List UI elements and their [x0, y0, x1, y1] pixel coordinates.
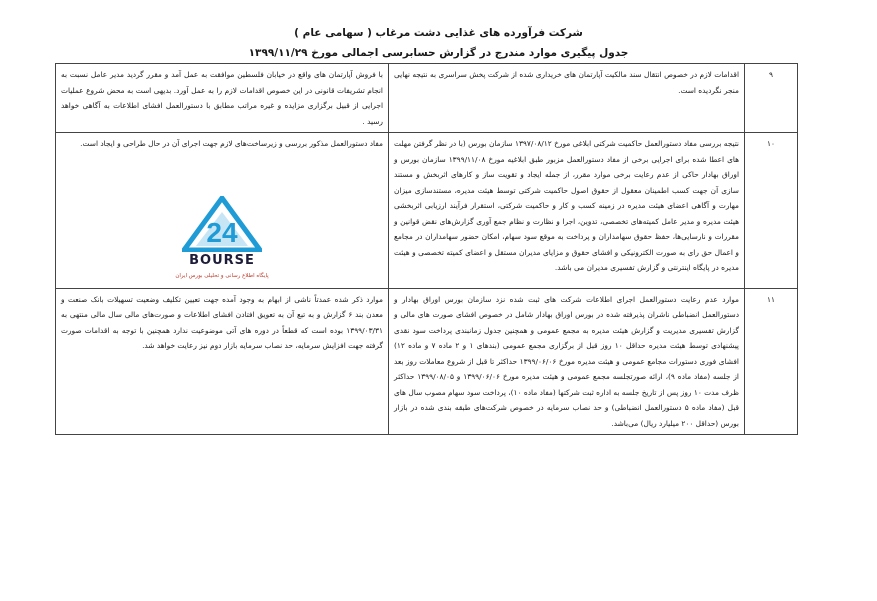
- table-row: [56, 133, 798, 289]
- bourse-triangle-icon: [182, 196, 262, 252]
- logo-brand: BOURSE: [189, 252, 255, 268]
- row-description: نتیجه بررسی مفاد دستورالعمل حاکمیت شرکتی ابلاغی مورخ ۱۳۹۷/۰۸/۱۲ سازمان بورس (با در نظر گرفتن مهلت های اعطا شده برای اجرایی برخی از مفاد دستورالعمل مزبور طبق ابلاغیه مورخ ۱۳۹۹/۱۱/۰۸ سازمان بورس و اوراق بهادار حاکی از عدم رعایت برخی موارد مقرر، از جمله ایجاد و تقویت ساز و کارهای اثربخش و مستند سازی آن جهت کسب اطمینان معقول از حقوق اصول حاکمیت شرکتی توسط هیئت مدیره، مستندسازی میزان مهارت و آگاهی اعضای هیئت مدیره در زمینه کسب و کار و حاکمیت شرکتی، استقرار فرآیند ارزیابی اثربخشی هیئت مدیره و مدیر عامل کمیته‌های تخصصی، تدوین، اجرا و نظارت و نظام جمع آوری گزارش‌های نقض قوانین و مقررات و نارسایی‌ها، حفظ حقوق سهامداران و پرداخت به موقع سود سهام، امکان حضور سهامداران در مجامع و اعمال حق رای به صورت الکترونیکی و افشای حقوق و مزایای مدیران مستقل و اعضای کمیته تخصصی و هیئت مدیره در پایگاه اینترنتی و گزارش تفسیری مدیران می باشد.: [389, 133, 745, 289]
- row-notes: با فروش آپارتمان های واقع در خیابان فلسطین موافقت به عمل آمد و مقرر گردید مدیر عامل نسبت به انجام تشریفات قانونی در این خصوص اقدامات لازم را به عمل آورد. بدیهی است به محض شروع عملیات اجرایی از قبیل برگزاری مزایده و غیره مراتب مطابق با دستورالعمل افشای اطلاعات به آگاهی خواهد رسید .: [56, 64, 389, 133]
- row-notes: مفاد دستورالعمل مذکور بررسی و زیرساخت‌های لازم جهت اجرای آن در حال طراحی و ایجاد است.: [80, 139, 383, 148]
- table-row: [56, 64, 798, 133]
- row-description: اقدامات لازم در خصوص انتقال سند مالکیت آپارتمان های خریداری شده از شرکت پخش سراسری به نتیجه نهایی منجر نگردیده است.: [389, 64, 745, 133]
- follow-up-table: [55, 63, 798, 435]
- row-notes-cell: [56, 133, 389, 289]
- document-title: شرکت فرآورده های غذایی دشت مرغاب ( سهامی عام ): [294, 27, 583, 39]
- document-subtitle: جدول پیگیری موارد مندرج در گزارش حسابرسی اجمالی مورخ ۱۳۹۹/۱۱/۲۹: [248, 47, 629, 59]
- logo-tagline: پایگاه اطلاع رسانی و تحلیلی بورس ایران: [175, 273, 269, 279]
- row-number: ۱۰: [745, 133, 798, 289]
- row-description: موارد عدم رعایت دستورالعمل اجرای اطلاعات شرکت های ثبت شده نزد سازمان بورس اوراق بهادار و دستورالعمل انضباطی ناشران پذیرفته شده در بورس اوراق بهادار شامل در خصوص افشای صورت های مالی و گزارش تفسیری مدیریت و گزارش هیئت مدیره به مجمع عمومی و همچنین جدول زمانبندی پرداخت سود نقدی پیشنهادی توسط هیئت مدیره حداقل ۱۰ روز قبل از برگزاری مجمع عمومی (بندهای ۱ و ۲ ماده ۷ و ماده ۱۲) افشای فوری دستورات مجامع عمومی و هیئت مدیره مورخ ۱۳۹۹/۰۶/۰۶ حداکثر تا قبل از شروع معاملات روز بعد از جلسه (مفاد ماده ۹)، ارائه صورتجلسه مجمع عمومی و هیئت مدیره مورخ ۱۳۹۹/۰۶/۰۶ و ۱۳۹۹/۰۸/۰۵ حداکثر ظرف مدت ۱۰ روز پس از تاریخ جلسه به اداره ثبت شرکتها (مفاد ماده ۱۰)، پرداخت سود سهام مصوب سال های قبل (مفاد ماده ۵ دستورالعمل انضباطی) و حد نصاب سرمایه در خصوص شرکت‌های طبقه بندی شده در بازار بورس (حداقل ۲۰۰ میلیارد ریال) می‌باشد.: [389, 288, 745, 435]
- table-row: [56, 288, 798, 435]
- bourse-logo: [167, 196, 277, 285]
- svg-text:24: 24: [206, 216, 238, 248]
- row-number: ۱۱: [745, 288, 798, 435]
- row-notes: موارد ذکر شده عمدتاً ناشی از ابهام به وجود آمده جهت تعیین تکلیف وضعیت تسهیلات بانک صنعت و معدن بند ۶ گزارش و به تبع آن به تعویق افتادن افشای اطلاعات و صورت‌های مالی سال مالی منتهی به ۱۳۹۹/۰۳/۳۱ بوده است که قطعاً در دوره های آتی موضوعیت ندارد همچنین با توجه به اقدامات صورت گرفته جهت افزایش سرمایه، حد نصاب سرمایه بازار دوم نیز رعایت خواهد شد.: [56, 288, 389, 435]
- row-number: ۹: [745, 64, 798, 133]
